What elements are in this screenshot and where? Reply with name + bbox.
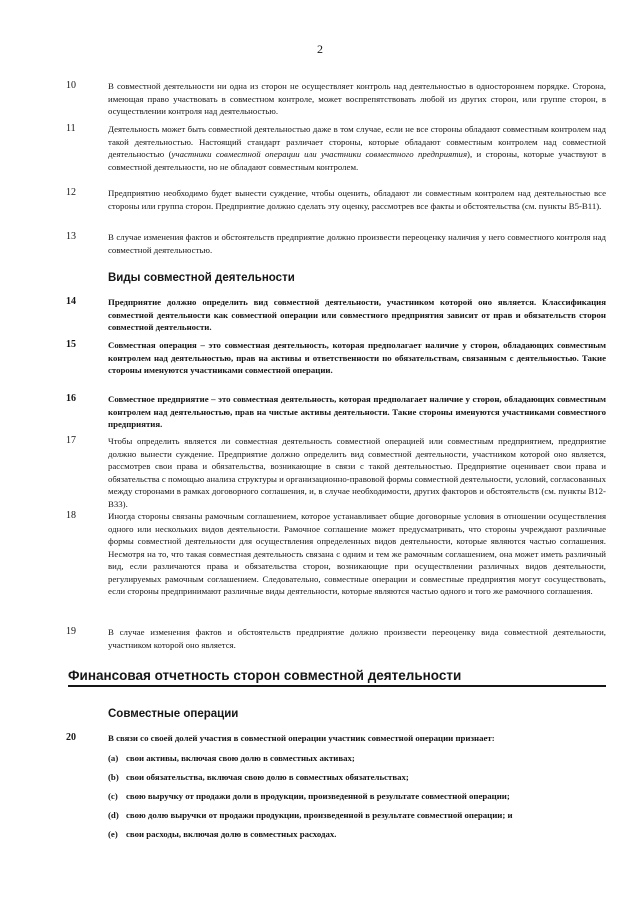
paragraph-text-part: Деятельность может быть совместной деятельностью даже в том случае, если не все стороны обладают совместным контролем над такой деятельностью. Настоящий стандарт различает стороны, которые обладают совместным контролем над совместной деятельностью ( bbox=[108, 124, 606, 159]
paragraph-number: 19 bbox=[66, 626, 76, 637]
paragraph-text: В случае изменения фактов и обстоятельств предприятие должно произвести переоценку наличия у него совместного контроля над совместной деятельностью. bbox=[108, 232, 606, 255]
paragraph-number: 12 bbox=[66, 187, 76, 198]
paragraph-number: 20 bbox=[66, 732, 76, 743]
paragraph-number: 16 bbox=[66, 393, 76, 404]
list-item-text: свою долю выручки от продажи продукции, произведенной в результате совместной операции; и bbox=[126, 810, 513, 820]
paragraph-text-italic: участники совместной операции или участники совместного предприятия bbox=[171, 149, 468, 159]
paragraph-text: В случае изменения фактов и обстоятельств предприятие должно произвести переоценку вида совместной деятельности, участником которой оно является. bbox=[108, 627, 606, 650]
paragraph-text: В совместной деятельности ни одна из сторон не осуществляет контроль над деятельностью в одностороннем порядке. Сторона, имеющая право участвовать в совместном контроле, может воспрепятствовать любой из других сторон, или группе сторон, в осуществлении контроля над деятельностью. bbox=[108, 81, 606, 116]
list-item bbox=[108, 771, 606, 783]
list-item bbox=[108, 828, 606, 840]
subheading-joint-operations: Совместные операции bbox=[108, 708, 239, 720]
paragraph-text: Чтобы определить является ли совместная деятельность совместной операцией или совместным предприятием, предприятие должно вынести суждение. Предприятие должно определить вид совместной деятельности, участником которой оно является, рассмотрев свои права и обязательства, возникающие в связи с такой деятельностью. Предприятие оценивает свои права и обязательства с помощью анализа структуры и организационно-правовой формы совместной деятельности, условий, согласованных между сторонами в рамках договорного соглашения, и, в случае необходимости, других факторов и обстоятельств (см. пункты B12-B33). bbox=[108, 436, 606, 509]
list-item-text: свои расходы, включая долю в совместных расходах. bbox=[126, 829, 337, 839]
list-item bbox=[108, 809, 606, 821]
paragraph-text-part: ), и стороны, которые участвуют в совместной деятельности, но не обладают совместным контролем. bbox=[108, 149, 606, 172]
list-item-label: (c) bbox=[108, 791, 118, 801]
list-item-label: (b) bbox=[108, 772, 119, 782]
list-item-text: свою выручку от продажи доли в продукции, произведенной в результате совместной операции; bbox=[126, 791, 510, 801]
paragraph-text: Предприятию необходимо будет вынести суждение, чтобы оценить, обладают ли совместным контролем над деятельностью все стороны или группа сторон. Предприятие должно сделать эту оценку, рассмотрев все факты и обстоятельства (см. пункты B5-B11). bbox=[108, 188, 606, 211]
paragraph-text: Совместное предприятие – это совместная деятельность, которая предполагает наличие у сторон, обладающих совместным контролем над деятельностью, прав на чистые активы деятельности. Такие стороны именуются участниками совместного предприятия. bbox=[108, 394, 606, 429]
list-item-label: (d) bbox=[108, 810, 119, 820]
list-item bbox=[108, 752, 606, 764]
paragraph-number: 17 bbox=[66, 435, 76, 446]
paragraph-number: 14 bbox=[66, 296, 76, 307]
paragraph-text: Совместная операция – это совместная деятельность, которая предполагает наличие у сторон, обладающих совместным контролем над деятельностью, прав на активы и ответственности по обязательствам, связанным с деятельностью. Такие стороны именуются участниками совместной операции. bbox=[108, 340, 606, 375]
list-item-text: свои активы, включая свою долю в совместных активах; bbox=[126, 753, 355, 763]
list-item-label: (a) bbox=[108, 753, 119, 763]
list-item-text: свои обязательства, включая свою долю в совместных обязательствах; bbox=[126, 772, 409, 782]
list-item bbox=[108, 790, 606, 802]
paragraph-number: 18 bbox=[66, 510, 76, 521]
section-heading: Финансовая отчетность сторон совместной деятельности bbox=[68, 668, 606, 687]
paragraph-number: 10 bbox=[66, 80, 76, 91]
paragraph-number: 11 bbox=[66, 123, 76, 134]
paragraph-number: 15 bbox=[66, 339, 76, 350]
list-item-label: (e) bbox=[108, 829, 118, 839]
page-number: 2 bbox=[317, 42, 323, 56]
subheading-types: Виды совместной деятельности bbox=[108, 272, 295, 284]
paragraph-number: 13 bbox=[66, 231, 76, 242]
paragraph-text bbox=[108, 123, 606, 173]
paragraph-text: Предприятие должно определить вид совместной деятельности, участником которой оно является. Классификация совместной деятельности как совместной операции или совместного предприятия зависит от прав и обязательств сторон совместной деятельности. bbox=[108, 297, 606, 332]
paragraph-text: Иногда стороны связаны рамочным соглашением, которое устанавливает общие договорные условия в отношении осуществления одного или нескольких видов деятельности. Рамочное соглашение может предусматривать, что стороны учреждают различные формы совместной деятельности для осуществления определенных видов деятельности, которые являются частью соглашения. Несмотря на то, что такая совместная деятельность связана с одним и тем же рамочным соглашением, она может иметь различный вид, если различаются права и обязательства сторон, возникающие при осуществлении различных видов деятельности, регулируемых рамочным соглашением. Следовательно, совместные операции и совместные предприятия могут сосуществовать, если стороны предпринимают различные виды деятельности, которые являются частью одного и того же рамочного соглашения. bbox=[108, 511, 606, 596]
paragraph-text: В связи со своей долей участия в совместной операции участник совместной операции признает: bbox=[108, 733, 495, 743]
